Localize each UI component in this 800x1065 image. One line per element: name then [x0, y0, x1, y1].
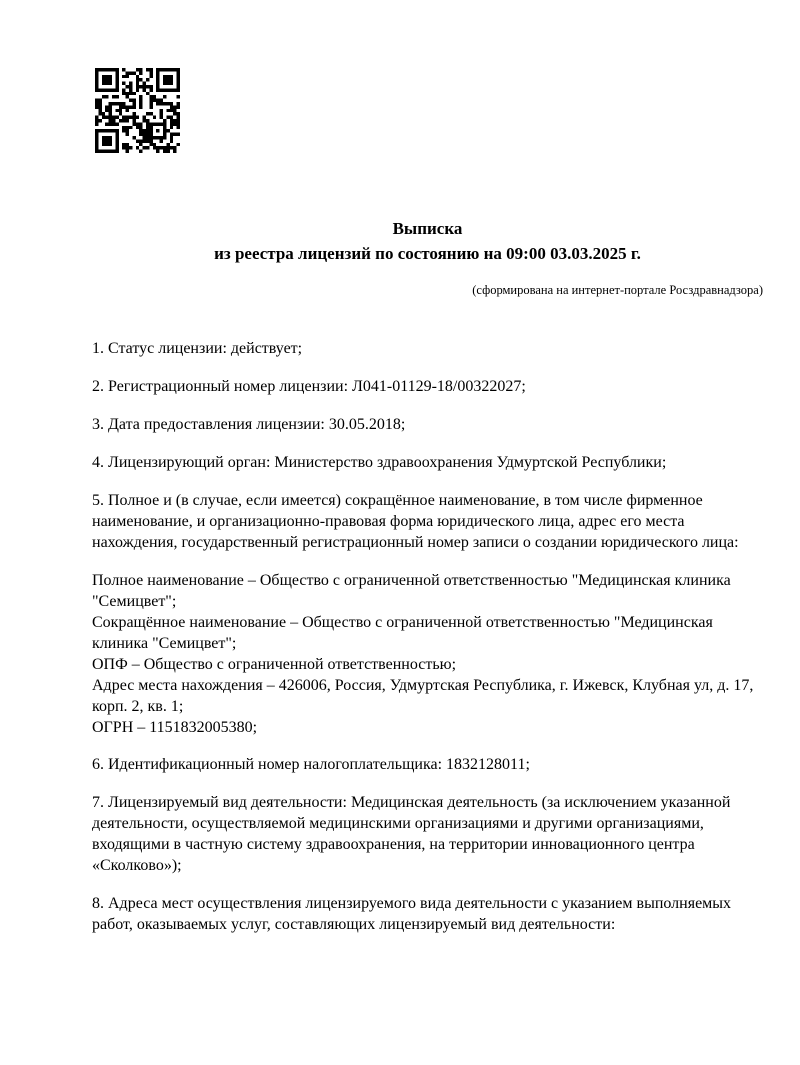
formed-note: (сформирована на интернет-портале Росздравнадзора): [472, 283, 763, 297]
paragraph-licensed-activity: 7. Лицензируемый вид деятельности: Медицинская деятельность (за исключением указанной деятельности, осуществляемой медицинскими организациями и другими организациями, входящими в частную систему здравоохранения, на территории инновационного центра «Сколково»);: [92, 794, 731, 874]
org-address: Адрес места нахождения – 426006, Россия, Удмуртская Республика, г. Ижевск, Клубная ул, д. 17, корп. 2, кв. 1;: [92, 677, 754, 715]
document-body: [92, 338, 763, 935]
paragraph-registration-number: 2. Регистрационный номер лицензии: Л041-01129-18/00322027;: [92, 378, 526, 395]
paragraph-org-info-heading: 5. Полное и (в случае, если имеется) сокращённое наименование, в том числе фирменное наименование, и организационно-правовая форма юридического лица, адрес его места нахождения, государственный регистрационный номер записи о создании юридического лица:: [92, 492, 739, 551]
paragraph-taxpayer-number: 6. Идентификационный номер налогоплательщика: 1832128011;: [92, 756, 530, 773]
org-legal-form: ОПФ – Общество с ограниченной ответственностью;: [92, 656, 457, 673]
document-title: [92, 0, 763, 266]
qr-code-icon: [95, 68, 180, 153]
org-full-name: Полное наименование – Общество с ограниченной ответственностью "Медицинская клиника "Семицвет";: [92, 572, 731, 610]
title-line-1: Выписка: [392, 219, 463, 238]
title-line-2: из реестра лицензий по состоянию на 09:00 03.03.2025 г.: [214, 244, 641, 263]
org-short-name: Сокращённое наименование – Общество с ограниченной ответственностью "Медицинская клиника "Семицвет";: [92, 614, 713, 652]
paragraph-grant-date: 3. Дата предоставления лицензии: 30.05.2018;: [92, 416, 406, 433]
org-details-block: [92, 570, 763, 738]
paragraph-license-status: 1. Статус лицензии: действует;: [92, 340, 303, 357]
org-ogrn: ОГРН – 1151832005380;: [92, 719, 258, 736]
paragraph-licensing-authority: 4. Лицензирующий орган: Министерство здравоохранения Удмуртской Республики;: [92, 454, 667, 471]
paragraph-activity-addresses: 8. Адреса мест осуществления лицензируемого вида деятельности с указанием выполняемых работ, оказываемых услуг, составляющих лицензируемый вид деятельности:: [92, 895, 732, 933]
